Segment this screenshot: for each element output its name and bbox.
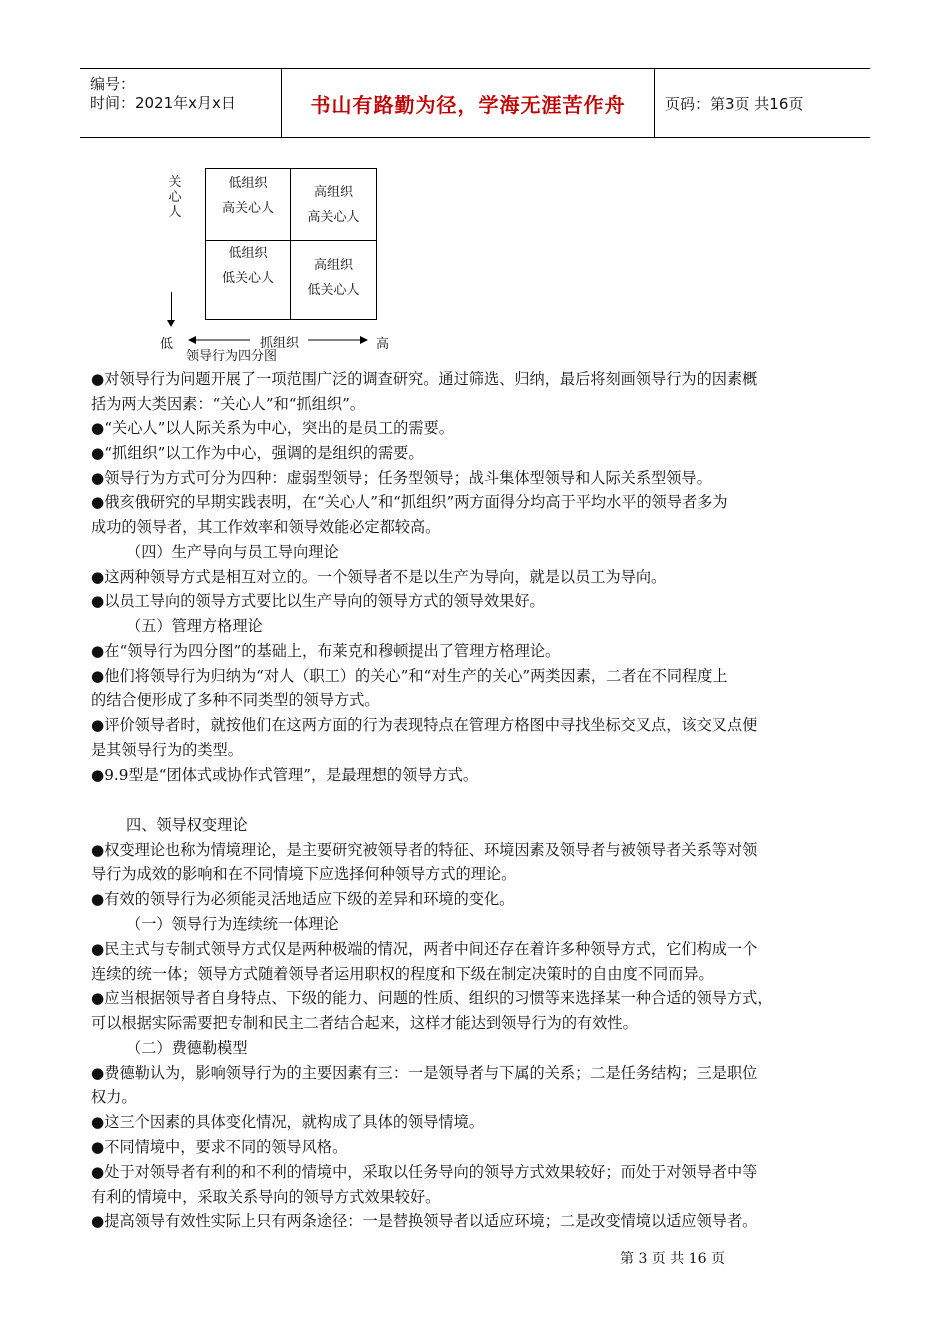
- body-line: 成功的领导者，其工作效率和领导效能必定都较高。: [91, 518, 441, 536]
- body-line: 权力。: [91, 1088, 137, 1106]
- cell-high-org-high-people: [291, 180, 376, 230]
- section-heading: （四）生产导向与员工导向理论: [126, 543, 339, 561]
- cell-line: 低组织: [228, 176, 268, 191]
- body-line: ●“抓组织”以工作为中心，强调的是组织的需要。: [91, 444, 424, 462]
- y-axis-arrowhead: [167, 320, 175, 327]
- section-heading: （一）领导行为连续统一体理论: [126, 915, 339, 933]
- body-line: ●这两种领导方式是相互对立的。一个领导者不是以生产为导向，就是以员工为导向。: [91, 568, 667, 586]
- cell-line: 低关心人: [307, 283, 360, 298]
- body-line: 连续的统一体；领导方式随着领导者运用职权的程度和下级在制定决策时的自由度不同而异。: [91, 965, 714, 983]
- body-line: ●评价领导者时，就按他们在这两方面的行为表现特点在管理方格图中寻找坐标交叉点，该交叉点便: [91, 716, 758, 734]
- page-info: 页码：第3页 共16页: [665, 94, 804, 113]
- cell-line: 高关心人: [307, 210, 360, 225]
- body-line: ●俄亥俄研究的早期实践表明，在“关心人”和“抓组织”两方面得分均高于平均水平的领导者多为: [91, 493, 728, 511]
- cell-line: 高组织: [313, 258, 353, 273]
- section-heading: （二）费德勒模型: [126, 1039, 248, 1057]
- body-line: ●有效的领导行为必须能灵活地适应下级的差异和环境的变化。: [91, 890, 515, 908]
- cell-high-org-low-people: [291, 253, 376, 303]
- x-axis-label: 抓组织: [260, 336, 300, 351]
- date-line: 时间：2021年x月x日: [90, 94, 236, 112]
- four-quadrant-grid: [205, 168, 377, 320]
- body-line: 是其领导行为的类型。: [91, 741, 243, 759]
- diagram-caption: 领导行为四分图: [186, 349, 278, 364]
- cell-low-org-low-people: [206, 241, 290, 291]
- y-axis-label: 关心人: [168, 175, 182, 220]
- body-line: ●9.9型是“团体式或协作式管理”，是最理想的领导方式。: [91, 766, 479, 784]
- body-line: ●提高领导有效性实际上只有两条途径：一是替换领导者以适应环境；二是改变情境以适应领导者。: [91, 1212, 758, 1230]
- body-line: ●民主式与专制式领导方式仅是两种极端的情况，两者中间还存在着许多种领导方式，它们构成一个: [91, 940, 758, 958]
- body-line: 的结合便形成了多种不同类型的领导方式。: [91, 691, 380, 709]
- header-page-cell: [655, 69, 870, 137]
- body-line: ●应当根据领导者自身特点、下级的能力、问题的性质、组织的习惯等来选择某一种合适的领导方式，: [91, 989, 773, 1007]
- body-line: 有利的情境中，采取关系导向的领导方式效果较好。: [91, 1188, 441, 1206]
- body-line: ●以员工导向的领导方式要比以生产导向的领导方式的领导效果好。: [91, 592, 545, 610]
- cell-low-org-high-people: [206, 171, 290, 221]
- body-line: ●领导行为方式可分为四种：虚弱型领导；任务型领导；战斗集体型领导和人际关系型领导。: [91, 469, 712, 487]
- body-line: ●“关心人”以人际关系为中心，突出的是员工的需要。: [91, 419, 454, 437]
- chapter-heading: 四、领导权变理论: [126, 816, 248, 834]
- x-axis-high: 高: [376, 337, 390, 352]
- body-line: ●在“领导行为四分图”的基础上，布莱克和穆顿提出了管理方格理论。: [91, 642, 561, 660]
- section-heading: （五）管理方格理论: [126, 617, 263, 635]
- header-left-cell: [80, 69, 282, 137]
- y-axis-arrow: [171, 292, 172, 322]
- body-line: ●费德勒认为，影响领导行为的主要因素有三：一是领导者与下属的关系；二是任务结构；三是职位: [91, 1064, 758, 1082]
- serial-label: 编号：: [90, 75, 136, 93]
- body-line: ●权变理论也称为情境理论，是主要研究被领导者的特征、环境因素及领导者与被领导者关系等对领: [91, 841, 758, 859]
- body-line: ●处于对领导者有利的和不利的情境中，采取以任务导向的领导方式效果较好；而处于对领导者中等: [91, 1163, 758, 1181]
- cell-line: 高关心人: [221, 201, 274, 216]
- cell-line: 低组织: [228, 246, 268, 261]
- body-line: ●这三个因素的具体变化情况，就构成了具体的领导情境。: [91, 1113, 484, 1131]
- page-footer: 第 3 页 共 16 页: [620, 1251, 725, 1267]
- body-line: ●他们将领导行为归纳为“对人（职工）的关心”和“对生产的关心”两类因素，二者在不同程度上: [91, 667, 728, 685]
- body-line: 括为两大类因素：“关心人”和“抓组织”。: [91, 395, 366, 413]
- cell-line: 低关心人: [221, 271, 274, 286]
- body-line: ●对领导行为问题开展了一项范围广泛的调查研究。通过筛选、归纳，最后将刻画领导行为的因素概: [91, 370, 758, 388]
- body-line: 导行为成效的影响和在不同情境下应选择何种领导方式的理论。: [91, 865, 517, 883]
- x-axis-low: 低: [160, 337, 174, 352]
- page-header: [80, 68, 870, 138]
- body-line: 可以根据实际需要把专制和民主二者结合起来，这样才能达到领导行为的有效性。: [91, 1014, 638, 1032]
- motto: 书山有路勤为径，学海无涯苦作舟: [310, 92, 626, 117]
- body-line: ●不同情境中，要求不同的领导风格。: [91, 1138, 348, 1156]
- cell-line: 高组织: [313, 185, 353, 200]
- header-motto-cell: [282, 69, 655, 137]
